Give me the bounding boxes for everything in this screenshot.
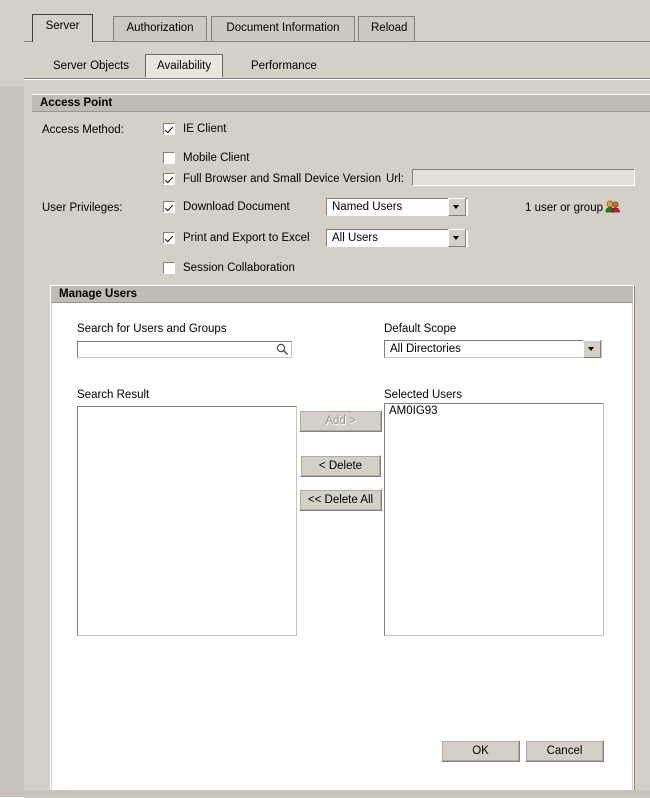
checkbox-ie-client[interactable] bbox=[163, 123, 226, 135]
url-label-text: Url: bbox=[386, 173, 404, 185]
delete-all-button[interactable] bbox=[299, 489, 382, 511]
chevron-down-icon[interactable] bbox=[448, 229, 466, 247]
checkbox-full-browser-box[interactable] bbox=[163, 173, 175, 185]
checkbox-session-collaboration-label: Session Collaboration bbox=[183, 262, 295, 274]
tab-server[interactable] bbox=[32, 14, 93, 42]
print-scope-value: All Users bbox=[332, 232, 379, 244]
tab-authorization[interactable] bbox=[113, 16, 207, 41]
access-method-label-text: Access Method: bbox=[42, 124, 124, 136]
checkbox-session-collaboration-box[interactable] bbox=[163, 262, 175, 274]
checkbox-mobile-client-box[interactable] bbox=[163, 152, 175, 164]
manage-users-title-label: Manage Users bbox=[59, 288, 137, 300]
user-privileges-label bbox=[42, 202, 123, 214]
subtab-availability[interactable] bbox=[145, 54, 223, 78]
tab-reload[interactable] bbox=[358, 16, 415, 41]
ok-button-label: OK bbox=[472, 745, 489, 757]
default-scope-value: All Directories bbox=[390, 343, 461, 355]
search-result-label-text: Search Result bbox=[77, 389, 150, 401]
search-users-label-text: Search for Users and Groups bbox=[77, 323, 227, 335]
tab-authorization-label: Authorization bbox=[126, 22, 194, 34]
checkbox-print-export-label: Print and Export to Excel bbox=[183, 232, 310, 244]
subtab-performance-label: Performance bbox=[251, 60, 317, 72]
checkbox-download-document-box[interactable] bbox=[163, 201, 175, 213]
search-users-label bbox=[77, 323, 227, 335]
download-scope-combo[interactable] bbox=[326, 198, 468, 216]
access-point-header bbox=[32, 94, 650, 112]
tab-server-label: Server bbox=[45, 20, 80, 32]
cancel-button[interactable] bbox=[525, 740, 604, 762]
users-or-group-label: 1 user or group bbox=[525, 202, 603, 214]
delete-button[interactable] bbox=[300, 455, 381, 477]
chevron-down-icon[interactable] bbox=[583, 340, 601, 358]
access-point-header-label: Access Point bbox=[40, 97, 113, 109]
checkbox-ie-client-label: IE Client bbox=[183, 123, 227, 135]
left-gutter-top bbox=[0, 0, 24, 86]
checkbox-full-browser-label: Full Browser and Small Device Version bbox=[183, 173, 382, 185]
default-scope-label-text: Default Scope bbox=[384, 323, 457, 335]
delete-all-button-label: << Delete All bbox=[307, 494, 374, 506]
checkbox-print-export[interactable] bbox=[163, 232, 310, 244]
selected-users-list[interactable] bbox=[384, 403, 604, 636]
add-button-label: Add > bbox=[325, 415, 356, 427]
selected-users-label-text: Selected Users bbox=[384, 389, 462, 401]
checkbox-session-collaboration[interactable] bbox=[163, 262, 295, 274]
checkbox-download-document[interactable] bbox=[163, 201, 290, 213]
users-or-group-text bbox=[525, 202, 603, 214]
cancel-button-label: Cancel bbox=[546, 745, 583, 757]
checkbox-print-export-box[interactable] bbox=[163, 232, 175, 244]
chevron-down-icon[interactable] bbox=[448, 198, 466, 216]
download-scope-value: Named Users bbox=[332, 201, 403, 213]
default-scope-label bbox=[384, 323, 456, 335]
manage-users-body bbox=[52, 303, 632, 790]
list-item[interactable]: AM0IG93 bbox=[389, 405, 438, 417]
subtab-server-objects[interactable] bbox=[42, 56, 140, 80]
subtab-availability-label: Availability bbox=[157, 60, 212, 72]
manage-users-dialog bbox=[50, 285, 634, 792]
checkbox-mobile-client[interactable] bbox=[163, 152, 249, 164]
tab-document-information-label: Document Information bbox=[226, 22, 340, 34]
user-privileges-label-text: User Privileges: bbox=[42, 202, 123, 214]
left-gutter bbox=[0, 0, 24, 797]
search-result-label bbox=[77, 389, 149, 401]
url-label bbox=[386, 173, 404, 185]
tab-document-information[interactable] bbox=[211, 16, 355, 41]
print-scope-combo[interactable] bbox=[326, 229, 468, 247]
bottom-strip bbox=[0, 790, 650, 797]
selected-users-label bbox=[384, 389, 462, 401]
people-icon[interactable] bbox=[605, 200, 620, 213]
tab-reload-label: Reload bbox=[371, 22, 408, 34]
access-method-label bbox=[42, 124, 124, 136]
checkbox-ie-client-box[interactable] bbox=[163, 123, 175, 135]
default-scope-combo[interactable] bbox=[384, 340, 602, 358]
add-button[interactable] bbox=[299, 410, 382, 432]
subtab-server-objects-label: Server Objects bbox=[53, 60, 130, 72]
search-result-list[interactable] bbox=[77, 406, 297, 636]
subtab-performance[interactable] bbox=[240, 56, 328, 80]
search-input[interactable] bbox=[77, 341, 292, 358]
manage-users-title bbox=[51, 286, 633, 303]
checkbox-full-browser[interactable] bbox=[163, 173, 381, 185]
url-input[interactable] bbox=[412, 169, 635, 186]
ok-button[interactable] bbox=[441, 740, 520, 762]
checkbox-mobile-client-label: Mobile Client bbox=[183, 152, 250, 164]
main-tabbar bbox=[24, 0, 650, 42]
search-icon[interactable] bbox=[276, 343, 289, 356]
checkbox-download-document-label: Download Document bbox=[183, 201, 290, 213]
delete-button-label: < Delete bbox=[318, 460, 363, 472]
